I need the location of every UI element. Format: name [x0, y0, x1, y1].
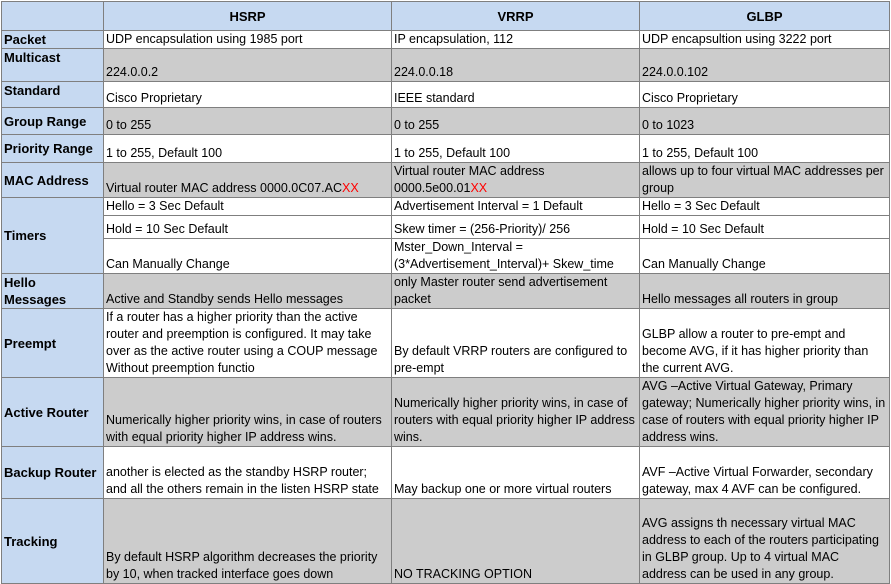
row-timers-2	[2, 216, 890, 239]
cell-vrrp: Advertisement Interval = 1 Default	[392, 198, 640, 216]
hsrp-mac-suffix: XX	[342, 181, 359, 195]
cell-glbp: 0 to 1023	[640, 108, 890, 135]
cell-vrrp: Numerically higher priority wins, in case of routers with equal priority higher IP address wins.	[392, 378, 640, 447]
cell-hsrp: UDP encapsulation using 1985 port	[104, 31, 392, 49]
cell-glbp: UDP encapsultion using 3222 port	[640, 31, 890, 49]
cell-hsrp: By default HSRP algorithm decreases the priority by 10, when tracked interface goes down	[104, 499, 392, 584]
cell-hsrp: Can Manually Change	[104, 239, 392, 274]
row-active-router	[2, 378, 890, 447]
row-label: Multicast	[2, 49, 104, 82]
cell-glbp: AVG –Active Virtual Gateway, Primary gateway; Numerically higher priority wins, in case of routers with equal priority higher IP address wins.	[640, 378, 890, 447]
hsrp-mac-text: Virtual router MAC address 0000.0C07.AC	[106, 181, 342, 195]
cell-vrrp: IEEE standard	[392, 82, 640, 108]
cell-hsrp: Active and Standby sends Hello messages	[104, 274, 392, 309]
header-hsrp: HSRP	[104, 2, 392, 31]
vrrp-mac-suffix: XX	[470, 181, 488, 195]
row-multicast	[2, 49, 890, 82]
cell-glbp: Hello messages all routers in group	[640, 274, 890, 309]
cell-hsrp: Numerically higher priority wins, in case of routers with equal priority higher IP address wins.	[104, 378, 392, 447]
cell-vrrp: May backup one or more virtual routers	[392, 447, 640, 499]
cell-glbp: 224.0.0.102	[640, 49, 890, 82]
header-row	[2, 2, 890, 31]
row-standard	[2, 82, 890, 108]
row-label: Packet	[2, 31, 104, 49]
cell-glbp: GLBP allow a router to pre-empt and become AVG, if it has higher priority than the current AVG.	[640, 309, 890, 378]
cell-vrrp: NO TRACKING OPTION	[392, 499, 640, 584]
cell-hsrp: 224.0.0.2	[104, 49, 392, 82]
row-packet	[2, 31, 890, 49]
cell-glbp: Cisco Proprietary	[640, 82, 890, 108]
cell-hsrp: another is elected as the standby HSRP router; and all the others remain in the listen HSRP state	[104, 447, 392, 499]
cell-vrrp: By default VRRP routers are configured to pre-empt	[392, 309, 640, 378]
cell-hsrp	[104, 163, 392, 198]
cell-glbp: Hello = 3 Sec Default	[640, 198, 890, 216]
cell-vrrp: only Master router send advertisement packet	[392, 274, 640, 309]
cell-glbp: AVG assigns th necessary virtual MAC address to each of the routers participating in GLBP group. Up to 4 virtual MAC address can be used in any group.	[640, 499, 890, 584]
cell-hsrp: If a router has a higher priority than the active router and preemption is configured. It may take over as the active router using a COUP message Without preemption functio	[104, 309, 392, 378]
row-label: Standard	[2, 82, 104, 108]
row-label: MAC Address	[2, 163, 104, 198]
row-backup-router	[2, 447, 890, 499]
header-glbp: GLBP	[640, 2, 890, 31]
row-preempt	[2, 309, 890, 378]
protocol-comparison-table	[1, 1, 890, 584]
row-label: Priority Range	[2, 135, 104, 163]
cell-vrrp: 224.0.0.18	[392, 49, 640, 82]
cell-vrrp: Mster_Down_Interval =(3*Advertisement_Interval)+ Skew_time	[392, 239, 640, 274]
cell-vrrp: Skew timer = (256-Priority)/ 256	[392, 216, 640, 239]
cell-hsrp: 0 to 255	[104, 108, 392, 135]
header-vrrp: VRRP	[392, 2, 640, 31]
cell-glbp: 1 to 255, Default 100	[640, 135, 890, 163]
cell-vrrp: 0 to 255	[392, 108, 640, 135]
row-label: Active Router	[2, 378, 104, 447]
row-label: Hello Messages	[2, 274, 104, 309]
cell-glbp: Hold = 10 Sec Default	[640, 216, 890, 239]
cell-glbp: AVF –Active Virtual Forwarder, secondary gateway, max 4 AVF can be configured.	[640, 447, 890, 499]
cell-hsrp: Cisco Proprietary	[104, 82, 392, 108]
row-label: Tracking	[2, 499, 104, 584]
cell-hsrp: 1 to 255, Default 100	[104, 135, 392, 163]
cell-hsrp: Hello = 3 Sec Default	[104, 198, 392, 216]
cell-glbp: allows up to four virtual MAC addresses per group	[640, 163, 890, 198]
cell-vrrp: IP encapsulation, 112	[392, 31, 640, 49]
cell-glbp: Can Manually Change	[640, 239, 890, 274]
row-timers-3	[2, 239, 890, 274]
cell-vrrp: 1 to 255, Default 100	[392, 135, 640, 163]
row-hello-messages	[2, 274, 890, 309]
row-label: Group Range	[2, 108, 104, 135]
corner-cell	[2, 2, 104, 31]
row-tracking	[2, 499, 890, 584]
vrrp-mac-text: 0000.5e00.01	[394, 181, 471, 195]
vrrp-mac-line1: Virtual router MAC address	[394, 164, 545, 178]
row-timers-1	[2, 198, 890, 216]
cell-hsrp: Hold = 10 Sec Default	[104, 216, 392, 239]
cell-vrrp	[392, 163, 640, 198]
row-label: Backup Router	[2, 447, 104, 499]
row-priority-range	[2, 135, 890, 163]
row-group-range	[2, 108, 890, 135]
row-label: Timers	[2, 198, 104, 274]
row-label: Preempt	[2, 309, 104, 378]
row-mac-address	[2, 163, 890, 198]
